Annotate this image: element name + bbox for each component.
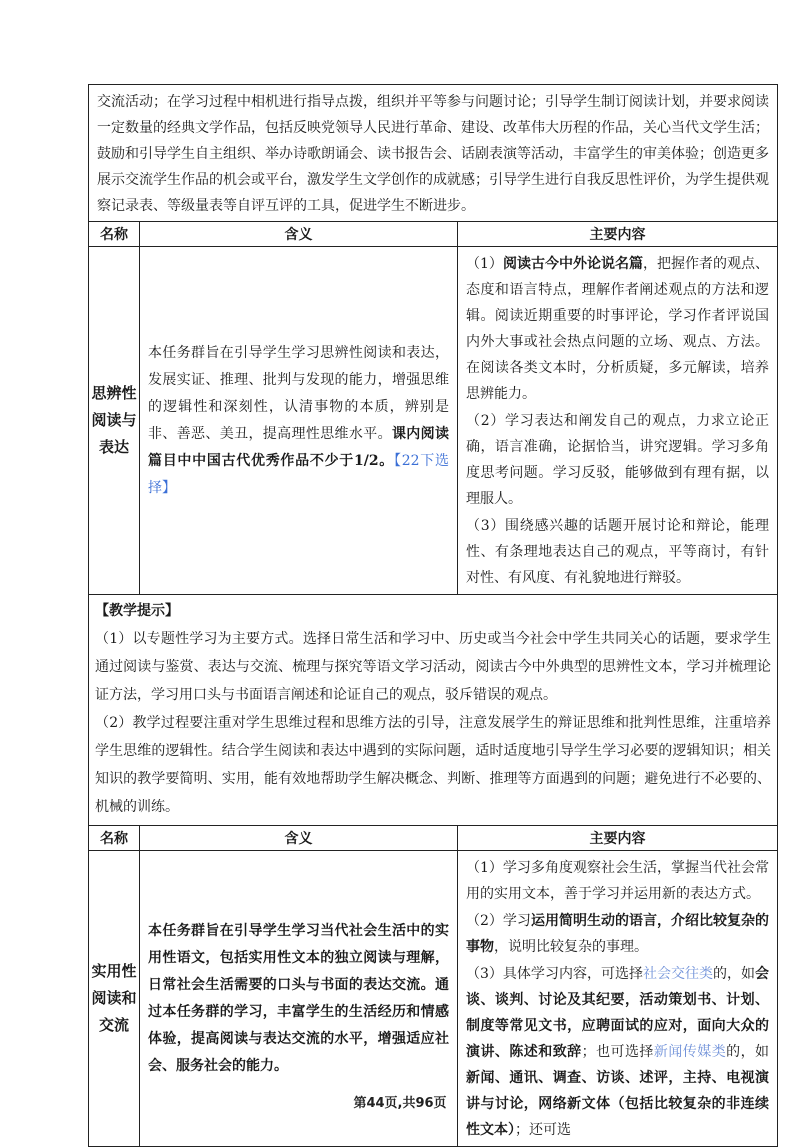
item-bold: 新闻、通讯、调查、访谈、述评，主持、电视演讲与讨论，网络新文体（包括比较复杂的非连续性文本） — [466, 1070, 770, 1138]
item-text: （3）具体学习内容，可选择 — [466, 966, 643, 982]
item-text: ；还可选 — [515, 1122, 571, 1138]
table-header-row — [89, 222, 778, 247]
header-name: 名称 — [89, 826, 140, 851]
item-text: ，把握作者的观点、态度和语言特点，理解作者阐述观点的方法和逻辑。阅读近期重要的时事评论，学习作者评说国内外大事或社会热点问题的立场、观点、方法。在阅读各类文本时，分析质疑，多元解读，培养思辨能力。 — [466, 256, 770, 402]
item-bold: 阅读古今中外论说名篇 — [502, 256, 643, 272]
header-content: 主要内容 — [458, 222, 778, 247]
meaning-bold-text: 课内阅读篇目中中国古代优秀作品不少于1/2。 — [148, 425, 450, 469]
item-bold: 会谈、谈判、讨论及其纪要，活动策划书、计划、制度等常见文书，应聘面试的应对，面向大众的演讲、陈述和致辞 — [466, 966, 770, 1060]
hint-item-1: （1）以专题性学习为主要方式。选择日常生活和学习中、历史或当今社会中学生共同关心的话题，要求学生通过阅读与鉴赏、表达与交流、梳理与探究等语文学习活动，阅读古今中外典型的思辨性文本，学习并梳理论证方法，学习用口头与书面语言阐述和论证自己的观点，驳斥错误的观点。 — [95, 631, 772, 703]
content-item-3 — [466, 961, 769, 1143]
content-item-3: （3）围绕感兴趣的话题开展讨论和辩论，能理性、有条理地表达自己的观点，平等商讨，有针对性、有风度、有礼貌地进行辩驳。 — [466, 518, 770, 586]
section-name: 思辨性阅读与表达 — [89, 247, 140, 595]
section-meaning: 本任务群旨在引导学生学习当代社会生活中的实用性语文，包括实用性文本的独立阅读与理解，日常社会生活需要的口头与书面的表达交流。通过本任务群的学习，丰富学生的生活经历和情感体验，提高阅读与表达交流的水平，增强适应社会、服务社会的能力。 — [140, 851, 458, 1147]
exam-tag: 【22下选择】 — [148, 452, 449, 496]
category-highlight: 新闻传媒类 — [653, 1044, 727, 1060]
item-text: 的，如 — [726, 1044, 770, 1060]
item-bold: 运用简明生动的语言，介绍比较复杂的事物 — [466, 913, 770, 955]
content-item-2: （2）学习表达和阐发自己的观点，力求立论正确，语言准确，论据恰当，讲究逻辑。学习多角度思考问题。学习反驳，能够做到有理有据，以理服人。 — [466, 413, 770, 507]
header-content: 主要内容 — [458, 826, 778, 851]
content-item-1 — [466, 251, 769, 407]
category-highlight: 社会交往类 — [642, 966, 714, 982]
item-text: 的，如 — [713, 966, 756, 982]
table-header-row-2 — [89, 826, 778, 851]
hint-item-2: （2）教学过程要注重对学生思维过程和思维方法的引导，注意发展学生的辩证思维和批判性思维，注重培养学生思维的逻辑性。结合学生阅读和表达中遇到的实际问题，适时适度地引导学生学习必要的逻辑知识；相关知识的教学要简明、实用，能有效地帮助学生解决概念、判断、推理等方面遇到的问题；避免进行不必要的、机械的训练。 — [95, 715, 772, 815]
section-meaning — [140, 247, 458, 595]
header-meaning: 含义 — [140, 826, 458, 851]
intro-row — [89, 85, 778, 222]
teaching-hints — [89, 595, 778, 826]
item-prefix: （2）学习 — [466, 913, 531, 929]
document-page — [88, 84, 777, 1147]
content-item-2 — [466, 908, 769, 960]
section-critical-reading — [89, 247, 778, 595]
teaching-hints-row — [89, 595, 778, 826]
content-item-1: （1）学习多角度观察社会生活，掌握当代社会常用的实用文本，善于学习并运用新的表达方式。 — [466, 860, 770, 902]
item-prefix: （1） — [466, 256, 503, 272]
page-number: 第44页,共96页 — [353, 1096, 447, 1111]
section-name: 实用性阅读和交流 — [89, 851, 140, 1147]
header-meaning: 含义 — [140, 222, 458, 247]
hints-title: 【教学提示】 — [95, 603, 179, 619]
curriculum-table — [88, 84, 778, 1147]
section-content — [458, 247, 778, 595]
header-name: 名称 — [89, 222, 140, 247]
item-text: ，说明比较复杂的事理。 — [494, 939, 648, 955]
item-text: ；也可选择 — [581, 1044, 654, 1060]
meaning-text: 本任务群旨在引导学生学习思辨性阅读和表达，发展实证、推理、批判与发现的能力，增强思维的逻辑性和深刻性，认清事物的本质，辨别是非、善恶、美丑，提高理性思维水平。 — [148, 344, 449, 442]
intro-paragraph: 交流活动；在学习过程中相机进行指导点拨，组织并平等参与问题讨论；引导学生制订阅读计划，并要求阅读一定数量的经典文学作品，包括反映党领导人民进行革命、建设、改革伟大历程的作品，关心当代文学生活；鼓励和引导学生自主组织、举办诗歌朗诵会、读书报告会、话剧表演等活动，丰富学生的审美体验；创造更多展示交流学生作品的机会或平台，激发学生文学创作的成就感；引导学生进行自我反思性评价，为学生提供观察记录表、等级量表等自评互评的工具，促进学生不断进步。 — [89, 85, 778, 222]
